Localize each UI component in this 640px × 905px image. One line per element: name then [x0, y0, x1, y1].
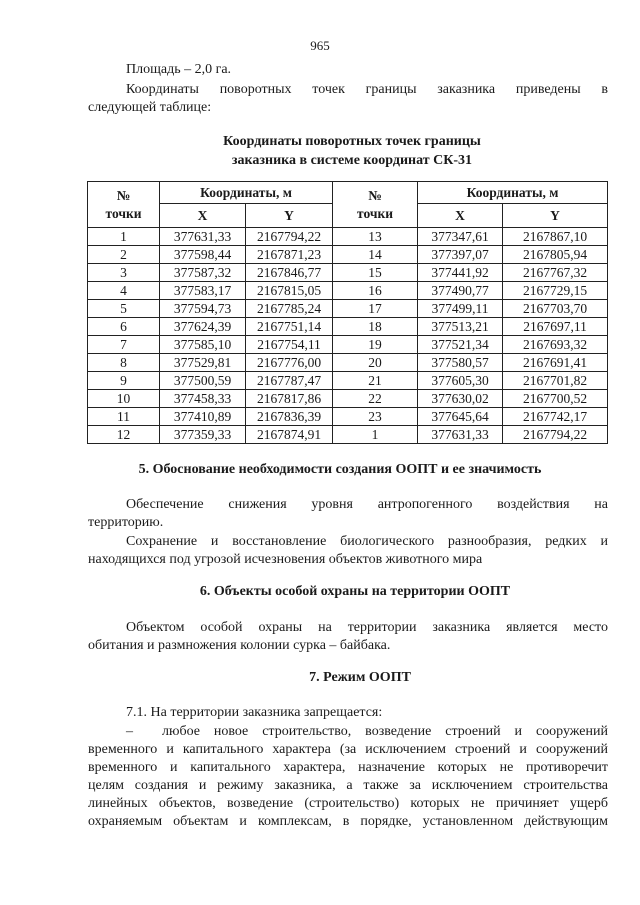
x-coordinate-cell: 377347,61 — [418, 228, 503, 246]
x-coordinate-cell: 377587,32 — [160, 264, 246, 282]
y-coordinate-cell: 2167846,77 — [246, 264, 333, 282]
x-coordinate-cell: 377598,44 — [160, 246, 246, 264]
table-row — [88, 246, 608, 264]
point-number-cell: 6 — [88, 318, 160, 336]
header-coordinates-left: Координаты, м — [160, 182, 333, 204]
y-coordinate-cell: 2167874,91 — [246, 426, 333, 444]
x-coordinate-cell: 377410,89 — [160, 408, 246, 426]
point-number-cell: 8 — [88, 354, 160, 372]
x-coordinate-cell: 377630,02 — [418, 390, 503, 408]
y-coordinate-cell: 2167871,23 — [246, 246, 333, 264]
y-coordinate-cell: 2167767,32 — [503, 264, 608, 282]
y-coordinate-cell: 2167785,24 — [246, 300, 333, 318]
y-coordinate-cell: 2167697,11 — [503, 318, 608, 336]
section6-p1-line1: Объектом особой охраны на территории заказника является место — [126, 620, 608, 635]
x-coordinate-cell: 377359,33 — [160, 426, 246, 444]
point-number-cell: 5 — [88, 300, 160, 318]
table-row — [88, 282, 608, 300]
x-coordinate-cell: 377500,59 — [160, 372, 246, 390]
coordinates-table-body — [88, 228, 608, 444]
point-number-cell: 14 — [333, 246, 418, 264]
point-number-cell: 12 — [88, 426, 160, 444]
y-coordinate-cell: 2167691,41 — [503, 354, 608, 372]
table-row — [88, 228, 608, 246]
point-number-cell: 13 — [333, 228, 418, 246]
y-coordinate-cell: 2167817,86 — [246, 390, 333, 408]
y-coordinate-cell: 2167703,70 — [503, 300, 608, 318]
x-coordinate-cell: 377585,10 — [160, 336, 246, 354]
point-number-cell: 4 — [88, 282, 160, 300]
y-coordinate-cell: 2167693,32 — [503, 336, 608, 354]
x-coordinate-cell: 377458,33 — [160, 390, 246, 408]
y-coordinate-cell: 2167815,05 — [246, 282, 333, 300]
table-row — [88, 426, 608, 444]
section5-p1-line1: Обеспечение снижения уровня антропогенного воздействия на — [126, 497, 608, 512]
x-coordinate-cell: 377645,64 — [418, 408, 503, 426]
x-coordinate-cell: 377529,81 — [160, 354, 246, 372]
y-coordinate-cell: 2167751,14 — [246, 318, 333, 336]
y-coordinate-cell: 2167754,11 — [246, 336, 333, 354]
point-number-cell: 20 — [333, 354, 418, 372]
y-coordinate-cell: 2167836,39 — [246, 408, 333, 426]
bullet1-line3: временного и капитального характера, назначение которых не противоречит — [88, 760, 608, 775]
bullet-dash: – — [126, 724, 133, 739]
header-point-number — [88, 182, 160, 228]
table-title-line2: заказника в системе координат СК-31 — [231, 153, 473, 168]
header-y-left: Y — [246, 204, 333, 228]
point-number-cell: 23 — [333, 408, 418, 426]
x-coordinate-cell: 377583,17 — [160, 282, 246, 300]
bullet1-line4: целям создания и режиму заказника, а также за исключением строительства — [88, 778, 608, 793]
header-num-symbol: № — [368, 187, 382, 203]
coords-intro-line1: Координаты поворотных точек границы заказника приведены в — [126, 82, 608, 97]
x-coordinate-cell: 377490,77 — [418, 282, 503, 300]
y-coordinate-cell: 2167742,17 — [503, 408, 608, 426]
y-coordinate-cell: 2167794,22 — [246, 228, 333, 246]
section6-p1-line2: обитания и размножения колонии сурка – байбака. — [88, 638, 391, 653]
y-coordinate-cell: 2167805,94 — [503, 246, 608, 264]
point-number-cell: 18 — [333, 318, 418, 336]
table-row — [88, 408, 608, 426]
point-number-cell: 17 — [333, 300, 418, 318]
x-coordinate-cell: 377441,92 — [418, 264, 503, 282]
header-x-right: X — [418, 204, 503, 228]
section7-heading: 7. Режим ООПТ — [309, 670, 411, 685]
header-num-label: точки — [105, 205, 142, 221]
y-coordinate-cell: 2167700,52 — [503, 390, 608, 408]
section5-p1-line2: территорию. — [88, 515, 164, 530]
table-title-line1: Координаты поворотных точек границы — [223, 134, 481, 149]
point-number-cell: 21 — [333, 372, 418, 390]
y-coordinate-cell: 2167867,10 — [503, 228, 608, 246]
y-coordinate-cell: 2167787,47 — [246, 372, 333, 390]
header-point-number-right — [333, 182, 418, 228]
x-coordinate-cell: 377631,33 — [160, 228, 246, 246]
point-number-cell: 19 — [333, 336, 418, 354]
y-coordinate-cell: 2167776,00 — [246, 354, 333, 372]
area-text: Площадь – 2,0 га. — [126, 62, 232, 77]
x-coordinate-cell: 377499,11 — [418, 300, 503, 318]
y-coordinate-cell: 2167729,15 — [503, 282, 608, 300]
section5-heading: 5. Обоснование необходимости создания ООПТ и ее значимость — [138, 462, 542, 477]
coords-intro-line2: следующей таблице: — [88, 100, 212, 115]
x-coordinate-cell: 377513,21 — [418, 318, 503, 336]
table-row — [88, 318, 608, 336]
section6-heading: 6. Объекты особой охраны на территории ООПТ — [199, 584, 511, 599]
x-coordinate-cell: 377605,30 — [418, 372, 503, 390]
point-number-cell: 1 — [88, 228, 160, 246]
page-number: 965 — [310, 38, 330, 53]
point-number-cell: 16 — [333, 282, 418, 300]
point-number-cell: 7 — [88, 336, 160, 354]
header-coordinates-right: Координаты, м — [418, 182, 608, 204]
table-row — [88, 264, 608, 282]
header-num-symbol: № — [116, 187, 131, 203]
header-x-left: X — [160, 204, 246, 228]
header-num-label: точки — [357, 205, 394, 221]
table-row — [88, 390, 608, 408]
table-row — [88, 372, 608, 390]
y-coordinate-cell: 2167701,82 — [503, 372, 608, 390]
x-coordinate-cell: 377594,73 — [160, 300, 246, 318]
x-coordinate-cell: 377580,57 — [418, 354, 503, 372]
bullet1-line5: линейных объектов, возведение (строительство) которых не причиняет ущерб — [88, 796, 608, 811]
coordinates-table — [87, 181, 608, 444]
point-number-cell: 15 — [333, 264, 418, 282]
header-y-right: Y — [503, 204, 608, 228]
bullet1-line1: любое новое строительство, возведение строений и сооружений — [162, 724, 608, 739]
point-number-cell: 9 — [88, 372, 160, 390]
x-coordinate-cell: 377397,07 — [418, 246, 503, 264]
x-coordinate-cell: 377624,39 — [160, 318, 246, 336]
table-row — [88, 300, 608, 318]
item-7-1: 7.1. На территории заказника запрещается: — [126, 705, 383, 720]
x-coordinate-cell: 377631,33 — [418, 426, 503, 444]
point-number-cell: 10 — [88, 390, 160, 408]
point-number-cell: 1 — [333, 426, 418, 444]
table-row — [88, 336, 608, 354]
point-number-cell: 3 — [88, 264, 160, 282]
point-number-cell: 2 — [88, 246, 160, 264]
bullet1-line6: охраняемым объектам и комплексам, в порядке, установленном действующим — [88, 814, 608, 829]
section5-p2-line2: находящихся под угрозой исчезновения объектов животного мира — [88, 552, 483, 567]
point-number-cell: 11 — [88, 408, 160, 426]
y-coordinate-cell: 2167794,22 — [503, 426, 608, 444]
table-row — [88, 354, 608, 372]
point-number-cell: 22 — [333, 390, 418, 408]
x-coordinate-cell: 377521,34 — [418, 336, 503, 354]
bullet1-line2: временного и капитального характера (за исключением строений и сооружений — [88, 742, 608, 757]
section5-p2-line1: Сохранение и восстановление биологического разнообразия, редких и — [126, 534, 608, 549]
